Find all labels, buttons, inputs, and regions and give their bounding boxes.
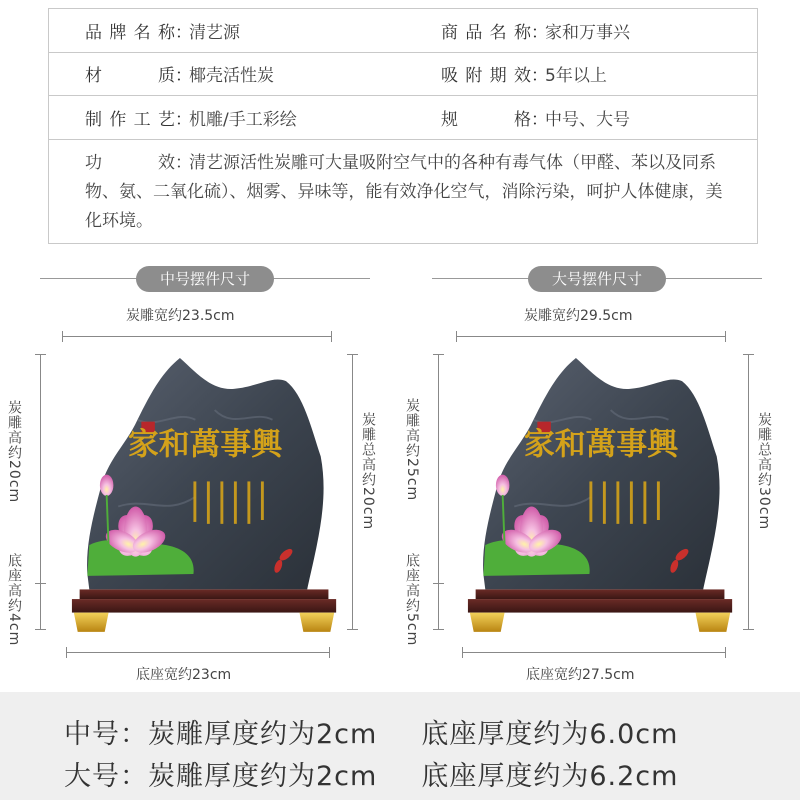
calligraphy-title: 家和萬事興: [523, 426, 679, 463]
spec-table: [48, 8, 758, 244]
material-value: 椰壳活性炭: [189, 66, 274, 86]
medium-base-height-label: 底座高约4cm: [6, 553, 22, 647]
thickness-summary-bar: [0, 692, 800, 800]
medium-section-title: [40, 264, 370, 294]
spec-row-1: [49, 9, 757, 53]
product-name-cell: [441, 9, 630, 52]
large-left-height-line: [438, 354, 439, 630]
large-carving-image: [466, 348, 736, 638]
medium-right-height-line: [352, 354, 353, 630]
large-total-height-label: 炭雕总高约30cm: [756, 412, 772, 531]
spec-size-value: 中号、大号: [545, 109, 630, 130]
brand-label: 品牌名称: [85, 23, 175, 43]
large-base-thickness: 底座厚度约为6.2cm: [421, 761, 679, 792]
craft-cell: [85, 95, 297, 139]
absorb-period-label: 吸附期效: [441, 66, 531, 86]
craft-label: 制作工艺: [85, 109, 175, 130]
colon: ：: [175, 109, 192, 130]
large-base-height-label: 底座高约5cm: [404, 553, 420, 647]
large-thickness-line: [64, 754, 678, 793]
colon: ：: [175, 23, 192, 43]
medium-label: 中号：: [64, 719, 148, 750]
brand-value: 清艺源: [189, 23, 240, 43]
large-carving-width-label: 炭雕宽约29.5cm: [520, 305, 637, 325]
medium-base-width-label: 底座宽约23cm: [132, 664, 235, 684]
craft-value: 机雕/手工彩绘: [189, 109, 297, 130]
medium-total-height-label: 炭雕总高约20cm: [360, 412, 376, 531]
large-title-pill: 大号摆件尺寸: [528, 266, 666, 292]
colon: ：: [531, 109, 548, 130]
medium-left-height-line: [40, 354, 41, 630]
product-name-label: 商品名称: [441, 23, 531, 43]
spec-row-3: [49, 95, 757, 140]
effect-paragraph: [85, 149, 735, 236]
colon: ：: [531, 66, 548, 86]
large-left-divider-tick: [433, 583, 444, 584]
medium-title-pill: 中号摆件尺寸: [136, 266, 274, 292]
product-name-value: 家和万事兴: [545, 23, 630, 43]
medium-base-thickness: 底座厚度约为6.0cm: [421, 719, 679, 750]
medium-left-divider-tick: [35, 583, 46, 584]
medium-base-width-line: [66, 652, 330, 653]
colon: ：: [531, 23, 548, 43]
medium-carving-image: [70, 348, 340, 638]
large-label: 大号：: [64, 761, 148, 792]
medium-carving-width-line: [62, 336, 332, 337]
absorb-period-value: 5年以上: [545, 66, 607, 86]
material-label: 材质: [85, 66, 175, 86]
spec-size-label: 规格: [441, 109, 531, 130]
medium-carving-thickness: 炭雕厚度约为2cm: [148, 719, 378, 750]
large-base-width-line: [462, 652, 726, 653]
absorb-period-cell: [441, 52, 607, 95]
spec-size-cell: [441, 95, 630, 139]
colon: ：: [175, 153, 192, 173]
large-carving-thickness: 炭雕厚度约为2cm: [148, 761, 378, 792]
calligraphy-title: 家和萬事興: [127, 426, 283, 463]
effect-label: 功效: [85, 153, 175, 173]
colon: ：: [175, 66, 192, 86]
large-carving-height-label: 炭雕高约25cm: [404, 398, 420, 502]
medium-thickness-line: [64, 712, 678, 751]
medium-carving-width-label: 炭雕宽约23.5cm: [122, 305, 239, 325]
brand-cell: [85, 9, 240, 52]
large-right-height-line: [748, 354, 749, 630]
spec-row-effect: [49, 139, 757, 243]
large-section-title: [432, 264, 762, 294]
material-cell: [85, 52, 274, 95]
large-carving-width-line: [456, 336, 726, 337]
effect-value: 清艺源活性炭雕可大量吸附空气中的各种有毒气体（甲醛、苯以及同系物、氨、二氧化硫）、烟雾、异味等，能有效净化空气，消除污染，呵护人体健康，美化环境。: [85, 153, 723, 231]
medium-carving-height-label: 炭雕高约20cm: [6, 400, 22, 504]
large-base-width-label: 底座宽约27.5cm: [522, 664, 639, 684]
spec-row-2: [49, 52, 757, 96]
